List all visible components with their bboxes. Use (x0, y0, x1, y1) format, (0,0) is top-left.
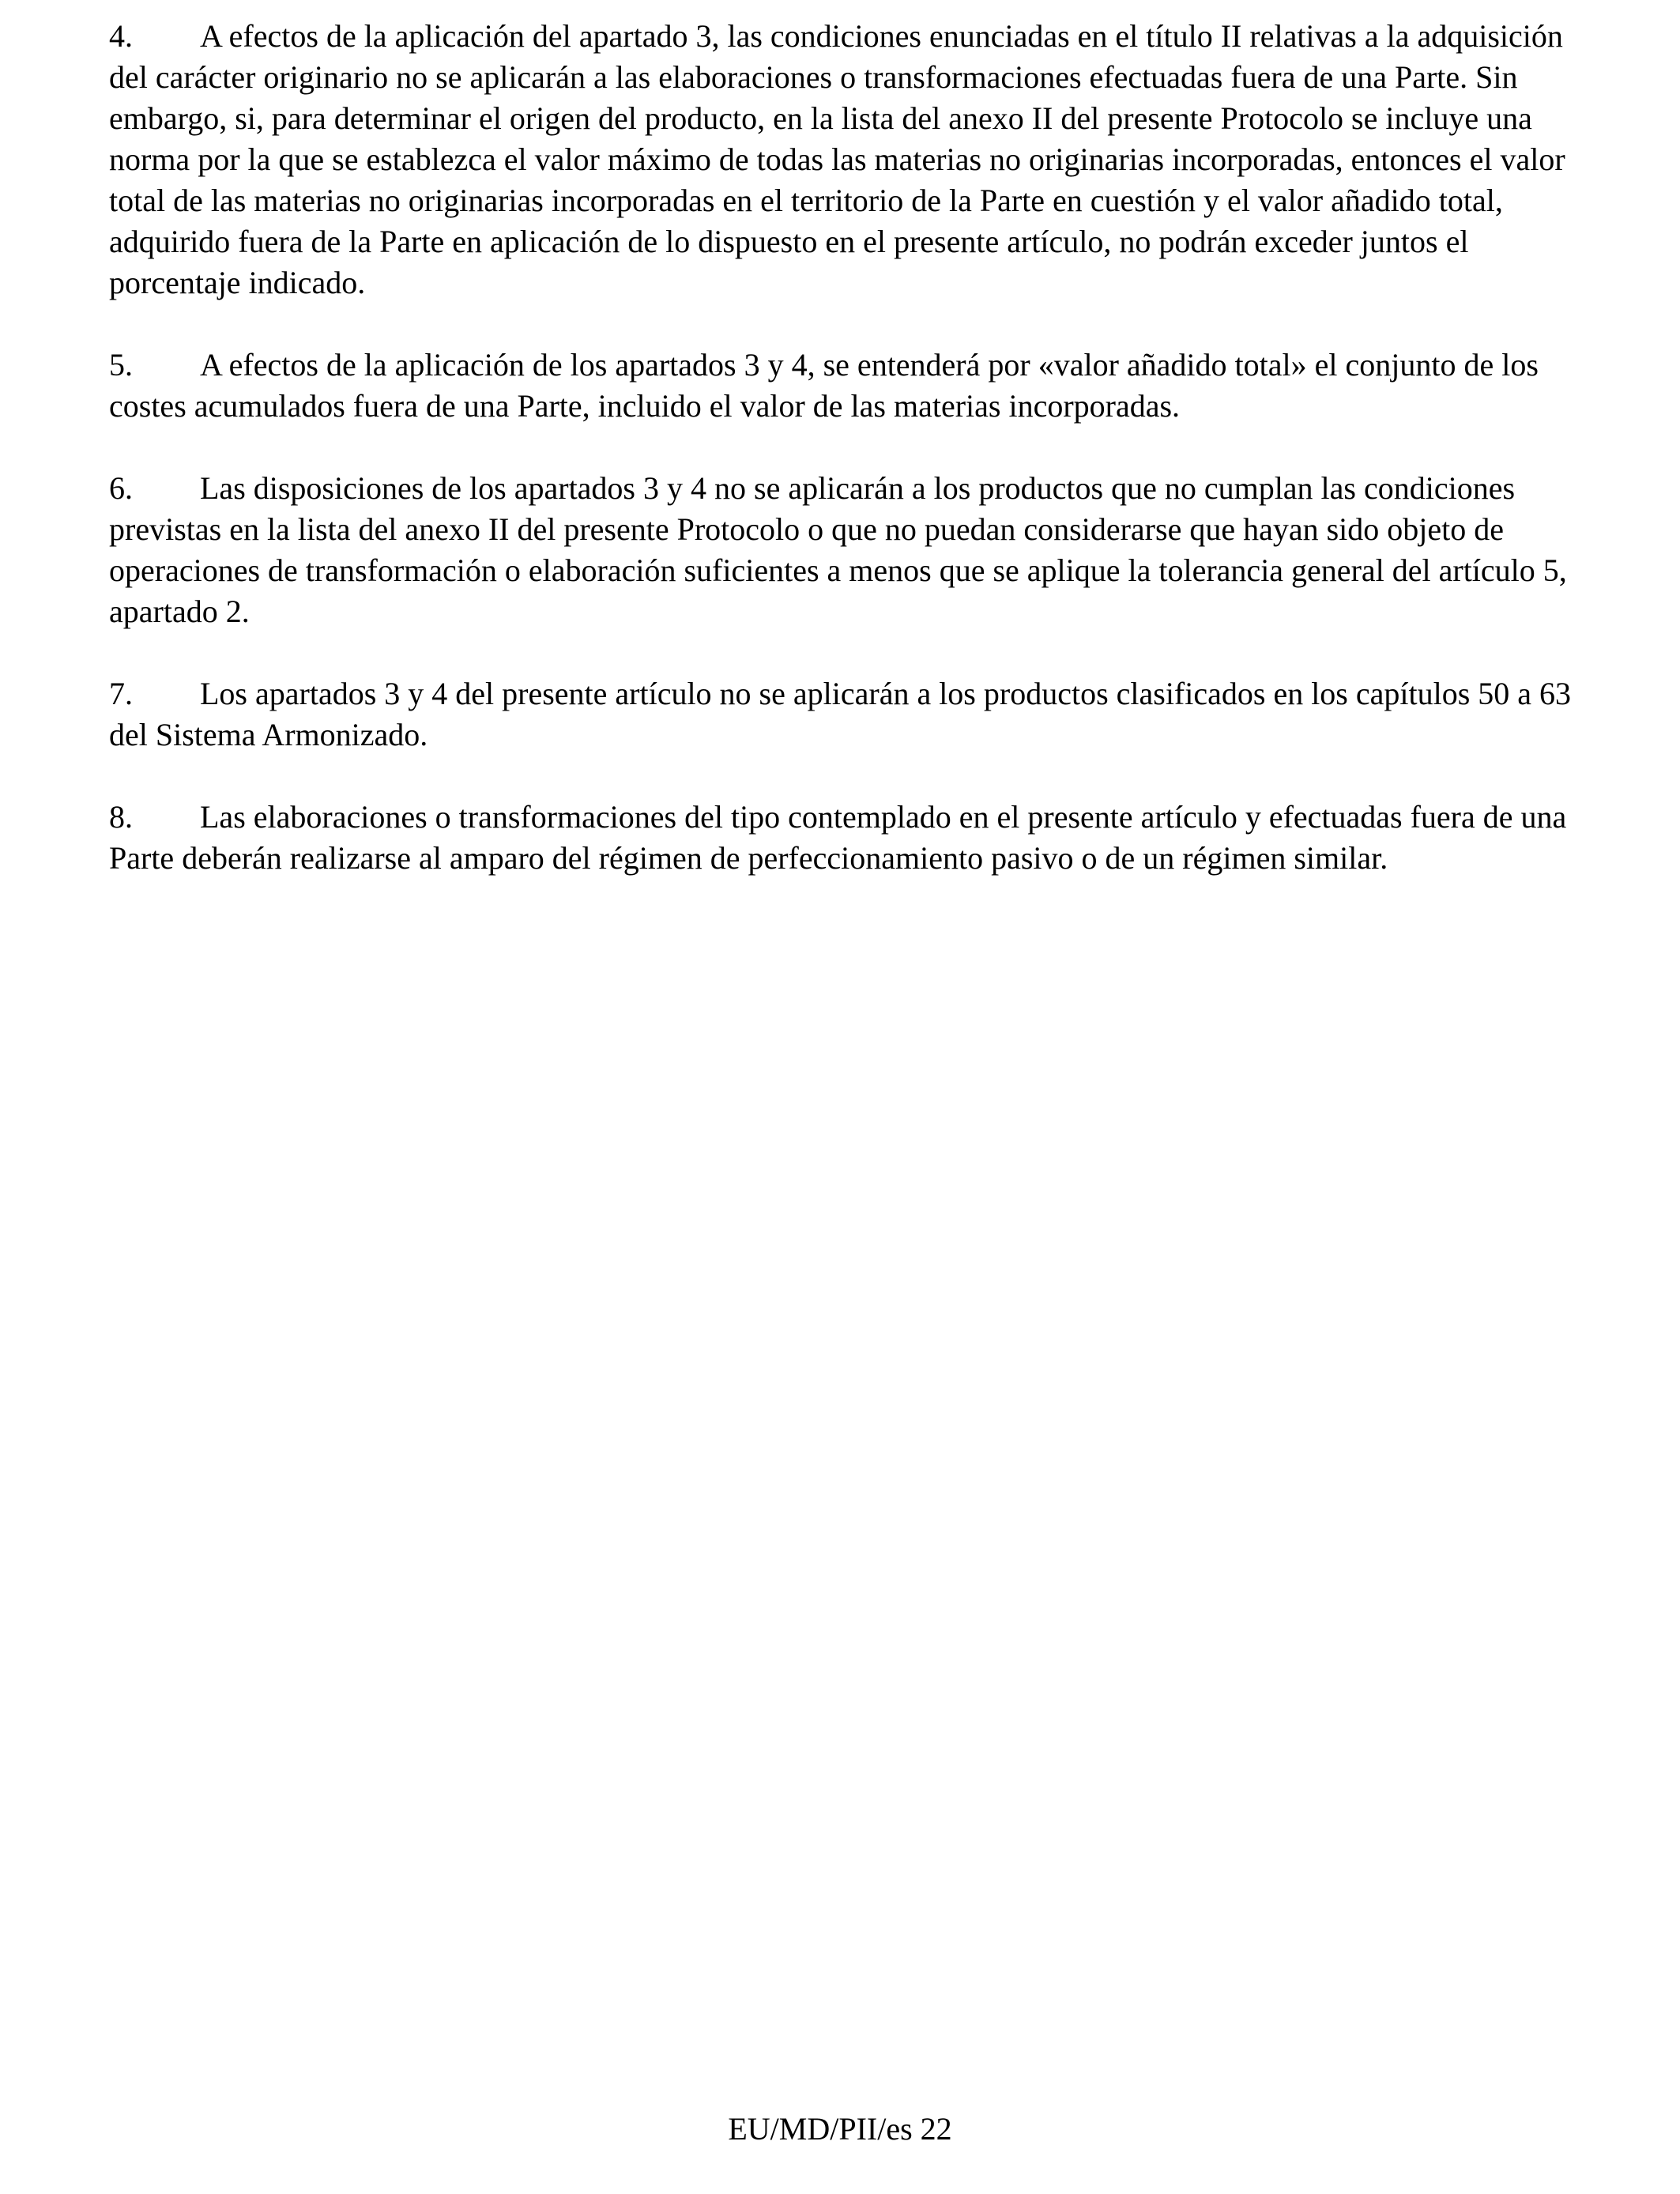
paragraph-number: 7. (109, 676, 133, 711)
paragraph-number: 8. (109, 799, 133, 835)
paragraph-number: 4. (109, 18, 133, 54)
paragraph-text: A efectos de la aplicación de los apartados 3 y 4, se entenderá por «valor añadido total» el conjunto de los costes acumulados fuera de una Parte, incluido el valor de las materias incorporadas. (109, 347, 1539, 424)
paragraph-4 (109, 16, 1587, 303)
paragraph-number: 6. (109, 470, 133, 506)
paragraph-text: A efectos de la aplicación del apartado 3, las condiciones enunciadas en el título II relativas a la adquisición del carácter originario no se aplicarán a las elaboraciones o transformaciones efectuadas fuera de una Parte. Sin embargo, si, para determinar el origen del producto, en la lista del anexo II del presente Protocolo se incluye una norma por la que se establezca el valor máximo de todas las materias no originarias incorporadas, entonces el valor total de las materias no originarias incorporadas en el territorio de la Parte en cuestión y el valor añadido total, adquirido fuera de la Parte en aplicación de lo dispuesto en el presente artículo, no podrán exceder juntos el porcentaje indicado. (109, 18, 1565, 300)
paragraph-5 (109, 345, 1587, 427)
paragraph-text: Las disposiciones de los apartados 3 y 4 no se aplicarán a los productos que no cumplan las condiciones previstas en la lista del anexo II del presente Protocolo o que no puedan considerarse que hayan sido objeto de operaciones de transformación o elaboración suficientes a menos que se aplique la tolerancia general del artículo 5, apartado 2. (109, 470, 1567, 629)
paragraph-text: Los apartados 3 y 4 del presente artículo no se aplicarán a los productos clasificados en los capítulos 50 a 63 del Sistema Armonizado. (109, 676, 1572, 752)
paragraph-7 (109, 673, 1587, 756)
paragraph-6 (109, 468, 1587, 632)
paragraph-text: Las elaboraciones o transformaciones del tipo contemplado en el presente artículo y efectuadas fuera de una Parte deberán realizarse al amparo del régimen de perfeccionamiento pasivo o de un régimen similar. (109, 799, 1567, 876)
document-body (109, 16, 1587, 920)
paragraph-8 (109, 797, 1587, 879)
page-footer-reference: EU/MD/PII/es 22 (728, 2111, 952, 2147)
paragraph-number: 5. (109, 347, 133, 383)
